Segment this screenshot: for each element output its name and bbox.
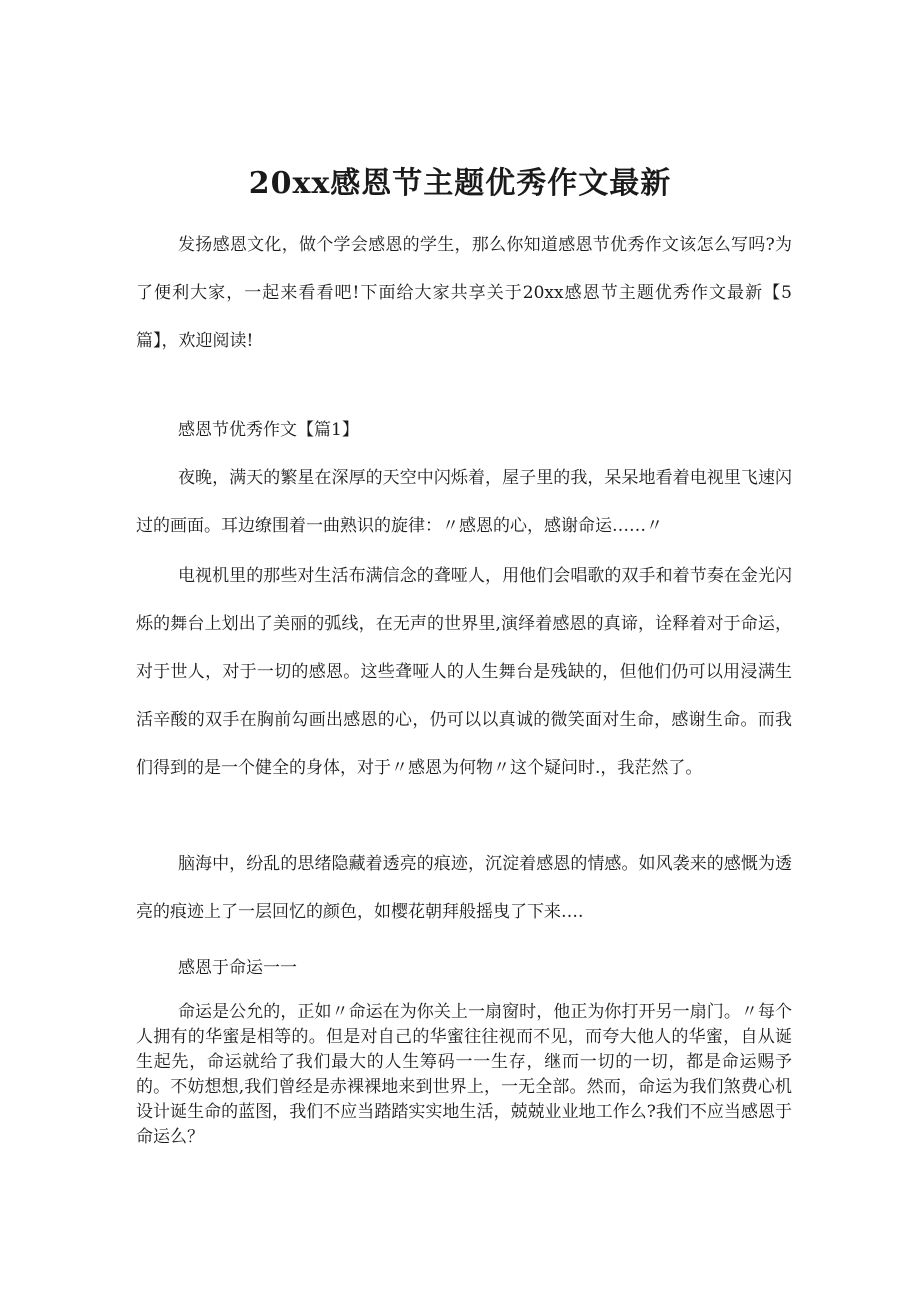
section-heading-1: 感恩节优秀作文【篇1】	[178, 420, 359, 440]
body-paragraph-2: 电视机里的那些对生活布满信念的聋哑人，用他们会唱歌的双手和着节奏在金光闪烁的舞台上划出了美丽的弧线，在无声的世界里,演绎着感恩的真谛，诠释着对于命运，对于世人，对于一切的感恩。这些聋哑人的人生舞台是残缺的，但他们仍可以用浸满生活辛酸的双手在胸前勾画出感恩的心，仍可以以真诚的微笑面对生命，感谢生命。而我们得到的是一个健全的身体，对于〃感恩为何物〃这个疑问时.，我茫然了。	[136, 566, 792, 778]
subsection-heading: 感恩于命运一一	[178, 958, 297, 978]
body-paragraph-1: 夜晚，满天的繁星在深厚的天空中闪烁着，屋子里的我，呆呆地看着电视里飞速闪过的画面。耳边缭围着一曲熟识的旋律：〃感恩的心，感谢命运……〃	[136, 468, 792, 536]
body-paragraph-4: 命运是公允的，正如〃命运在为你关上一扇窗时，他正为你打开另一扇门。〃每个人拥有的华蜜是相等的。但是对自己的华蜜往往视而不见，而夸大他人的华蜜，自从诞生起先，命运就给了我们最大的人生筹码一一生存，继而一切的一切，都是命运赐予的。不妨想想,我们曾经是赤裸裸地来到世界上，一无全部。然而，命运为我们煞费心机设计诞生命的蓝图，我们不应当踏踏实实地生活，兢兢业业地工作么?我们不应当感恩于命运么？	[136, 1002, 792, 1147]
body-paragraph-3: 脑海中，纷乱的思绪隐藏着透亮的痕迹，沉淀着感恩的情感。如风袭来的感慨为透亮的痕迹上了一层回忆的颜色，如樱花朝拜般摇曳了下来….	[136, 854, 792, 922]
document-title: 20xx感恩节主题优秀作文最新	[248, 166, 672, 202]
intro-paragraph: 发扬感恩文化，做个学会感恩的学生，那么你知道感恩节优秀作文该怎么写吗?为了便利大家，一起来看看吧!下面给大家共享关于20xx感恩节主题优秀作文最新【5篇】，欢迎阅读!	[136, 235, 792, 351]
